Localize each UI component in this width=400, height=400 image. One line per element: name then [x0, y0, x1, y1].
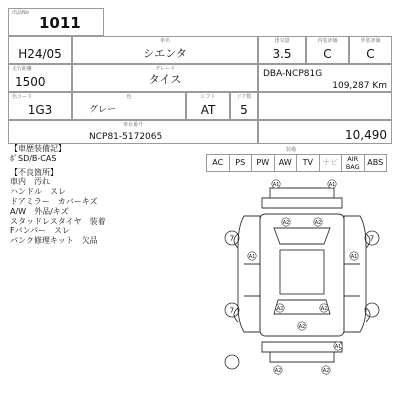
car-name-cell	[72, 36, 258, 64]
damage-mark: A1	[350, 253, 358, 260]
damage-mark: A1	[334, 343, 342, 350]
exterior-cell	[349, 36, 392, 64]
tire-tread-value: 7	[229, 234, 235, 243]
spare-tire	[225, 355, 239, 369]
diagram-front	[262, 188, 342, 208]
damage-mark: A2	[314, 219, 322, 226]
stock-no-label: 出品No	[12, 10, 29, 16]
damage-mark: A2	[274, 367, 282, 374]
chassis-cell	[8, 120, 258, 144]
tire-tread-value: 7	[229, 306, 235, 315]
tire-right-rear	[365, 303, 379, 317]
damage-mark: A1	[272, 181, 280, 188]
displacement-cell	[258, 36, 306, 64]
doors-cell	[230, 92, 258, 120]
chassis-label: 車台番号	[122, 122, 143, 128]
color: グレー	[89, 105, 117, 115]
blank-cell	[258, 92, 392, 120]
grade-label: グレード	[154, 66, 175, 72]
diagram-left-side	[238, 216, 260, 332]
exterior-label: 外装評価	[360, 38, 381, 44]
damage-mark: A2	[322, 367, 330, 374]
equipment-ac: AC	[206, 154, 230, 172]
memo-issue-lines	[10, 177, 200, 246]
model-code: DBA-NCP81G	[263, 69, 323, 79]
car-name: シエンタ	[143, 47, 187, 60]
tire-tread-value: 7	[369, 234, 375, 243]
car-diagram	[222, 176, 382, 386]
doors-label: ドア数	[236, 94, 252, 100]
diagram-right-side	[344, 216, 366, 332]
mileage: 109,287 Km	[332, 81, 387, 91]
stock-no: 1011	[39, 14, 81, 32]
memo-issues-title: 【不良箇所】	[10, 167, 58, 177]
grade: タイス	[148, 73, 182, 86]
equipment-tv: TV	[296, 154, 320, 172]
equipment-pw: PW	[251, 154, 275, 172]
memo-issue-line: 車内 汚れ	[10, 177, 50, 187]
equipment-air-bag: AIR BAG	[341, 154, 365, 172]
color-cell	[72, 92, 186, 120]
shift-label: シフト	[200, 94, 216, 100]
equipment-aw: AW	[274, 154, 298, 172]
year-cell	[8, 36, 72, 64]
memo-equip-title: 【車歴装備記】	[10, 144, 66, 153]
damage-mark: A2	[298, 323, 306, 330]
stock-no-cell	[8, 8, 104, 36]
model-year: H24/05	[18, 47, 62, 61]
grade-cell	[72, 64, 258, 92]
car-name-label: 車名	[159, 38, 170, 44]
shift-cell	[186, 92, 230, 120]
color-code-label: 色コード	[12, 94, 33, 100]
interior-grade: C	[323, 47, 332, 61]
damage-mark: A2	[320, 305, 328, 312]
damage-mark: A1	[328, 181, 336, 188]
chassis-number: NCP81-5172065	[89, 132, 163, 142]
mileage-left-cell	[8, 64, 72, 92]
diagram-rear	[262, 342, 342, 362]
damage-mark: A2	[276, 305, 284, 312]
exterior-grade: C	[366, 47, 375, 61]
memo-section	[10, 144, 200, 254]
mileage-left-label: 走行距離	[12, 66, 33, 72]
displacement-label: 排気量	[274, 38, 290, 44]
doors: 5	[240, 103, 248, 117]
memo-issue-line: ドアミラー カバーキズ	[10, 196, 98, 206]
displacement: 3.5	[272, 47, 292, 61]
memo-issue-line: パンク修理キット 欠品	[10, 236, 98, 246]
mileage-left: 1500	[15, 75, 46, 89]
memo-equip-line: ﾎﾟSD/B-CAS	[10, 153, 57, 163]
diagram-windshield	[274, 228, 330, 244]
interior-label: 内装評価	[317, 38, 338, 44]
equipment-abs: ABS	[364, 154, 388, 172]
equipment-ナビ: ナビ	[319, 154, 343, 172]
color-label: 色	[126, 94, 132, 100]
price-cell	[258, 120, 392, 144]
color-code: 1G3	[27, 103, 53, 117]
memo-issue-line: ハンドル スレ	[10, 187, 66, 197]
damage-mark: A1	[248, 253, 256, 260]
inspection-sheet	[8, 8, 392, 392]
memo-issue-line: Fバンパー スレ	[10, 226, 71, 236]
diagram-body	[260, 214, 344, 336]
shift: AT	[200, 103, 216, 117]
memo-issue-line: スタッドレスタイヤ 装着	[10, 216, 106, 226]
diagram-roof	[280, 250, 324, 294]
model-code-cell	[258, 64, 392, 92]
damage-mark: A2	[282, 219, 290, 226]
equipment-label: 装備	[286, 147, 297, 153]
price: 10,490	[345, 128, 387, 142]
color-code-cell	[8, 92, 72, 120]
memo-issue-line: A/W 外品/キズ	[10, 206, 69, 216]
equipment-ps: PS	[229, 154, 253, 172]
interior-cell	[306, 36, 349, 64]
